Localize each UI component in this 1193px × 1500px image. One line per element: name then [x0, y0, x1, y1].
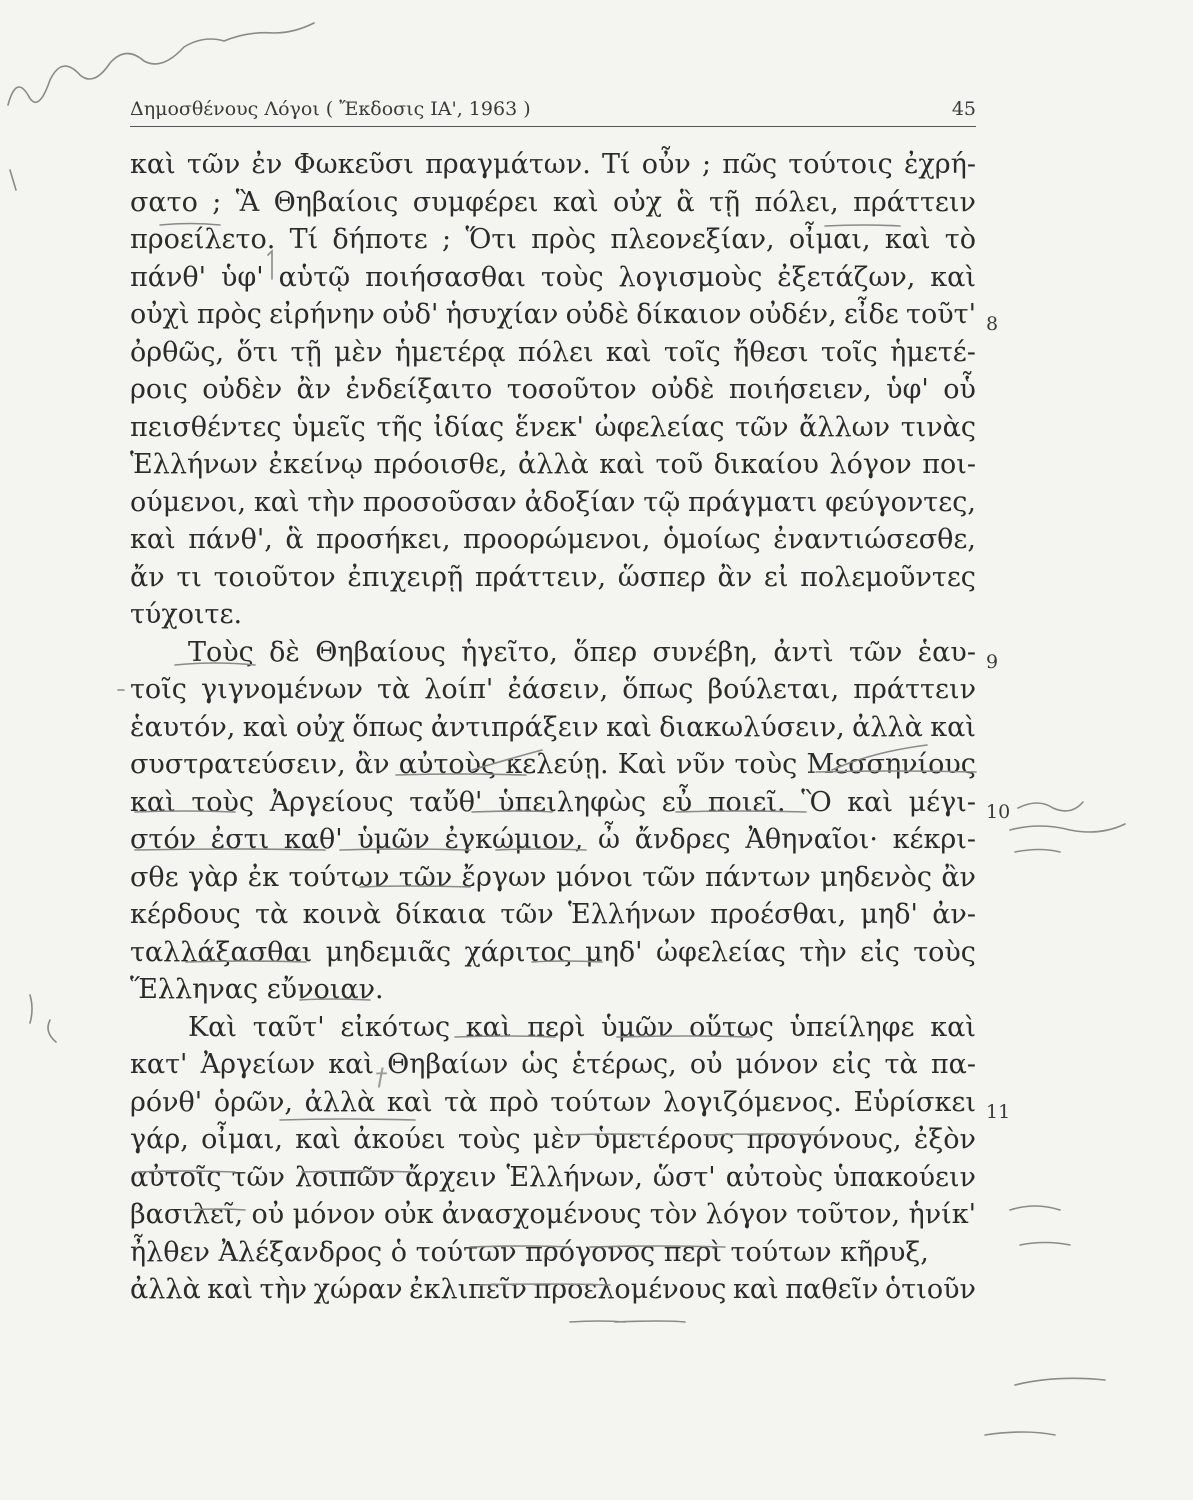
text-line: στόν ἐστι καθ' ὑμῶν ἐγκώμιον, ὦ ἄνδρες Ἀθηναῖοι· κέκρι-	[130, 824, 976, 855]
text-line: ούμενοι, καὶ τὴν προσοῦσαν ἀδοξίαν τῷ πράγματι φεύγοντες,	[130, 486, 976, 518]
text-line: πεισθέντες ὑμεῖς τῆς ἰδίας ἕνεκ' ὠφελείας τῶν ἄλλων τινὰς	[130, 411, 976, 443]
handwritten-dagger: †	[375, 1063, 387, 1091]
section-number: 9	[986, 650, 999, 673]
text-line: ὀρθῶς, ὅτι τῇ μὲν ἡμετέρᾳ πόλει καὶ τοῖς ἤθεσι τοῖς ἡμετέ-	[130, 336, 976, 368]
running-title: Δημοσθένους Λόγοι ( Ἔκδοσις ΙΑ', 1963 )	[130, 98, 531, 120]
text-line: καὶ τῶν ἐν Φωκεῦσι πραγμάτων. Τί οὖν ; πῶς τούτοις ἐχρή-	[130, 149, 976, 180]
text-line: τύχοιτε.	[130, 599, 243, 630]
text-line: οὐχὶ πρὸς εἰρήνην οὐδ' ἡσυχίαν οὐδὲ δίκαιον οὐδέν, εἶδε τοῦτ'	[130, 299, 976, 330]
text-line: αὐτοῖς τῶν λοιπῶν ἄρχειν Ἑλλήνων, ὥστ' αὐτοὺς ὑπακούειν	[130, 1161, 976, 1193]
text-line: Ἕλληνας εὔνοιαν.	[130, 974, 384, 1005]
text-line: Τοὺς δὲ Θηβαίους ἡγεῖτο, ὅπερ συνέβη, ἀντὶ τῶν ἑαυ-	[188, 636, 976, 668]
text-line: τοῖς γιγνομένων τὰ λοίπ' ἐάσειν, ὅπως βούλεται, πράττειν	[130, 674, 976, 705]
text-line: κατ' Ἀργείων καὶ Θηβαίων ὡς ἑτέρως, οὐ μόνον εἰς τὰ πα-	[130, 1049, 976, 1080]
text-line: Καὶ ταῦτ' εἰκότως καὶ περὶ ὑμῶν οὕτως ὑπείληφε καὶ	[188, 1011, 976, 1043]
text-line: καὶ πάνθ', ἃ προσήκει, προορώμενοι, ὁμοίως ἐναντιώσεσθε,	[130, 524, 976, 555]
text-line: ἄν τι τοιοῦτον ἐπιχειρῇ πράττειν, ὥσπερ ἂν εἰ πολεμοῦντες	[130, 561, 976, 593]
text-line: ἑαυτόν, καὶ οὐχ ὅπως ἀντιπράξειν καὶ διακωλύσειν, ἀλλὰ καὶ	[130, 711, 976, 743]
text-line: Ἑλλήνων ἐκείνῳ πρόοισθε, ἀλλὰ καὶ τοῦ δικαίου λόγον ποι-	[130, 449, 976, 480]
section-number: 10	[986, 800, 1011, 823]
page-number: 45	[951, 98, 976, 120]
text-line: ἀλλὰ καὶ τὴν χώραν ἐκλιπεῖν προελομένους καὶ παθεῖν ὁτιοῦν	[130, 1274, 976, 1305]
text-line: γάρ, οἶμαι, καὶ ἀκούει τοὺς μὲν ὑμετέρους προγόνους, ἐξὸν	[130, 1124, 976, 1155]
text-line: κέρδους τὰ κοινὰ δίκαια τῶν Ἑλλήνων προέσθαι, μηδ' ἀν-	[130, 899, 976, 930]
text-line: ταλλάξασθαι μηδεμιᾶς χάριτος μηδ' ὠφελείας τὴν εἰς τοὺς	[130, 936, 976, 968]
text-line: σθε γὰρ ἐκ τούτων τῶν ἔργων μόνοι τῶν πάντων μηδενὸς ἂν	[130, 861, 976, 893]
section-number: 8	[986, 313, 999, 335]
text-line: συστρατεύσειν, ἂν αὐτοὺς κελεύῃ. Καὶ νῦν τοὺς Μεσσηνίους	[130, 749, 976, 780]
text-line: ρόνθ' ὁρῶν, ἀλλὰ καὶ τὰ πρὸ τούτων λογιζόμενος. Εὑρίσκει	[130, 1086, 976, 1118]
text-line: προείλετο. Τί δήποτε ; Ὅτι πρὸς πλεονεξίαν, οἶμαι, καὶ τὸ	[130, 224, 976, 255]
section-number: 11	[986, 1100, 1011, 1123]
text-line: καὶ τοὺς Ἀργείους ταὔθ' ὑπειληφὼς εὖ ποιεῖ. Ὃ καὶ μέγι-	[130, 786, 976, 818]
text-line: σατο ; Ἃ Θηβαίοις συμφέρει καὶ οὐχ ἃ τῇ πόλει, πράττειν	[130, 186, 976, 218]
text-line: πάνθ' ὑφ' αὑτῷ ποιήσασθαι τοὺς λογισμοὺς ἐξετάζων, καὶ	[130, 261, 976, 293]
text-line: βασιλεῖ, οὐ μόνον οὐκ ἀνασχομένους τὸν λόγον τοῦτον, ἡνίκ'	[130, 1199, 976, 1230]
text-line: ροις οὐδὲν ἂν ἐνδείξαιτο τοσοῦτον οὐδὲ ποιήσειεν, ὑφ' οὗ	[130, 374, 976, 405]
text-line: ἦλθεν Ἀλέξανδρος ὁ τούτων πρόγονος περὶ τούτων κῆρυξ,	[130, 1236, 929, 1268]
